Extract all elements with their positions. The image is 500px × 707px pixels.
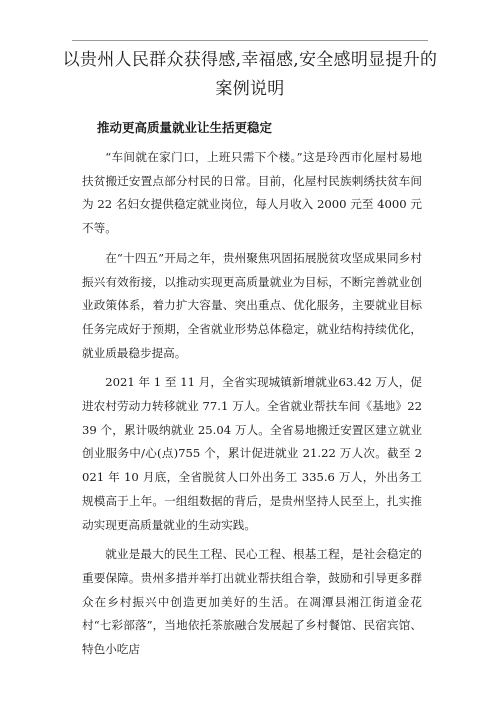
paragraph-1: “车间就在家门口，上班只需下个楼。”这是玲西市化屋村易地扶贫搬迁安置点部分村民的日常。目前，化屋村民族剌绣扶贫车间为 22 名妇女提供稳定就业岗位，每人月收入 2000 元至 4000 元不等。 [82, 150, 422, 236]
paragraph-2: 在“十四五”开局之年，贵州聚焦巩固拓展脱贫攻坚成果同乡村振兴有效衔接，以推动实现更高质量就业为目标，不断完善就业创业政策体系，着力扩大容量、突出重点、优化服务，主要就业目标任务完成好于预期，全省就业形势总体稳定，就业结构持续优化，就业质最稳步提高。 [82, 250, 422, 360]
header-rule [72, 40, 428, 41]
paragraph-3: 2021 年 1 至 11 月，全省实现城镇新增就业63.42 万人，促进农村劳动力转移就业 77.1 万人。全省就业帮扶车间《基地》2239 个，累计吸纳就业 25.04 万人。全省易地搬迁安置区建立就业创业服务中/心(点)755 个，累计促进就业 21.22 万人次。截至 2021 年 10 月底，全省脱贫人口外出务工 335.6 万人，外出务工规模高于上年。一组组数据的背后，是贵州坚持人民至上，扎实推动实现更高质量就业的生动实践。 [82, 375, 422, 532]
section-heading: 推动更高质量就业让生括更稳定 [97, 120, 273, 135]
document-body [82, 146, 422, 668]
paragraph-4: 就业是最大的民生工程、民心工程、根基工程，是社会稳定的重要保障。贵州多措并举打出就业帮扶组合拳，鼓励和引导更多群众在乡村振兴中创造更加美好的生活。在凋潭县湘江街道金花村“七彩部落”，当地依托茶旅融合发展起了乡村餐馆、民宿宾馆、特色小吃店 [82, 547, 422, 657]
document-title: 以贵州人民群众获得感,幸福感,安全感明显提升的案例说明 [62, 50, 438, 99]
